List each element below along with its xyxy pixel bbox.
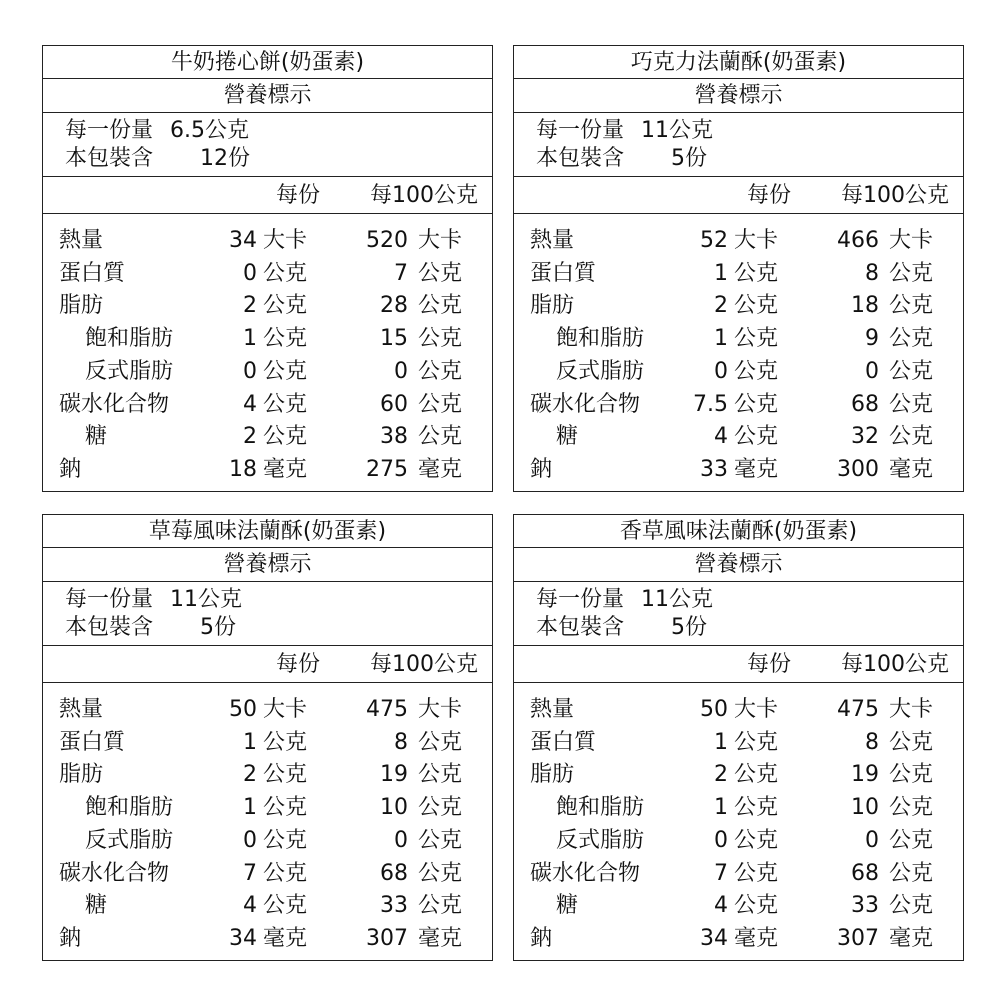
product-title: 巧克力法蘭酥(奶蛋素) [514, 46, 963, 79]
per-serving-unit: 公克 [263, 827, 308, 853]
nutrient-name: 飽和脂肪 [556, 795, 645, 821]
nutrient-row [514, 791, 963, 824]
per-serving-value: 0 [714, 358, 728, 384]
nutrient-row [43, 224, 492, 257]
per-serving-value: 1 [714, 260, 728, 286]
per-100g-unit: 公克 [418, 893, 463, 919]
per-100g-unit: 毫克 [889, 925, 934, 951]
nutrient-row [43, 857, 492, 890]
serving-size-label: 每一份量 [65, 587, 154, 612]
per-100g-value: 300 [837, 456, 879, 482]
nutrient-name: 脂肪 [530, 293, 575, 319]
package-count-line [536, 145, 707, 173]
product-title: 牛奶捲心餅(奶蛋素) [43, 46, 492, 79]
per-serving-unit: 毫克 [263, 925, 308, 951]
per-100g-value: 307 [837, 925, 879, 951]
nutrient-row [514, 857, 963, 890]
per-100g-header: 每100公克 [841, 652, 949, 677]
per-serving-unit: 公克 [734, 326, 779, 352]
per-100g-value: 275 [366, 456, 408, 482]
per-serving-unit: 公克 [263, 795, 308, 821]
nutrient-name: 反式脂肪 [85, 358, 174, 384]
per-serving-value: 34 [229, 228, 257, 253]
package-count-label: 本包裝含 [536, 146, 625, 171]
per-100g-value: 0 [865, 358, 879, 384]
nutrient-row [43, 420, 492, 453]
per-100g-value: 0 [394, 827, 408, 853]
per-100g-value: 33 [380, 893, 408, 919]
serving-info [43, 582, 492, 646]
nutrient-name: 飽和脂肪 [556, 326, 645, 352]
serving-size-value: 6.5公克 [170, 118, 249, 143]
per-100g-unit: 毫克 [418, 925, 463, 951]
per-100g-unit: 公克 [889, 827, 934, 853]
per-100g-unit: 公克 [418, 391, 463, 417]
per-100g-value: 38 [380, 424, 408, 450]
serving-size-value: 11公克 [641, 587, 713, 612]
per-serving-unit: 公克 [734, 827, 779, 853]
nutrient-row [43, 889, 492, 922]
per-100g-value: 19 [380, 762, 408, 788]
nutrient-row [43, 922, 492, 955]
nutrient-row [514, 257, 963, 290]
per-100g-value: 18 [851, 293, 879, 319]
per-100g-unit: 公克 [418, 795, 463, 821]
per-serving-value: 0 [243, 358, 257, 384]
per-serving-header: 每份 [746, 183, 791, 208]
per-100g-unit: 公克 [418, 762, 463, 788]
nutrient-row [514, 693, 963, 726]
serving-size-value: 11公克 [170, 587, 242, 612]
per-serving-unit: 公克 [734, 391, 779, 417]
nutrition-label-heading: 營養標示 [514, 548, 963, 582]
column-headers [43, 177, 492, 214]
per-serving-value: 4 [714, 893, 728, 919]
per-100g-value: 8 [865, 260, 879, 286]
per-serving-value: 4 [243, 391, 257, 417]
nutrient-name: 蛋白質 [59, 729, 126, 755]
per-100g-value: 7 [394, 260, 408, 286]
nutrient-name: 反式脂肪 [556, 358, 645, 384]
package-count-value: 12份 [200, 146, 250, 171]
per-serving-value: 50 [229, 697, 257, 722]
serving-size-label: 每一份量 [536, 587, 625, 612]
nutrition-label-heading: 營養標示 [514, 79, 963, 113]
package-count-line [65, 145, 250, 173]
per-100g-value: 32 [851, 424, 879, 450]
per-serving-unit: 公克 [263, 893, 308, 919]
per-100g-unit: 公克 [418, 729, 463, 755]
per-serving-value: 2 [243, 424, 257, 450]
serving-size-line [65, 117, 249, 145]
nutrient-name: 碳水化合物 [530, 391, 641, 417]
per-serving-value: 2 [714, 762, 728, 788]
nutrient-row [514, 388, 963, 421]
per-serving-unit: 公克 [734, 260, 779, 286]
nutrient-name: 熱量 [59, 697, 104, 722]
per-100g-unit: 毫克 [889, 456, 934, 482]
product-title: 草莓風味法蘭酥(奶蛋素) [43, 515, 492, 548]
per-serving-unit: 公克 [263, 293, 308, 319]
nutrient-name: 熱量 [530, 228, 575, 253]
per-100g-unit: 公克 [418, 358, 463, 384]
per-serving-unit: 毫克 [263, 456, 308, 482]
per-serving-unit: 公克 [734, 293, 779, 319]
per-serving-value: 0 [714, 827, 728, 853]
per-serving-unit: 大卡 [734, 228, 779, 253]
per-100g-value: 8 [865, 729, 879, 755]
product-title: 香草風味法蘭酥(奶蛋素) [514, 515, 963, 548]
per-serving-value: 33 [700, 456, 728, 482]
serving-size-label: 每一份量 [65, 118, 154, 143]
nutrient-name: 熱量 [530, 697, 575, 722]
nutrient-name: 鈉 [59, 456, 82, 482]
nutrient-name: 糖 [85, 893, 108, 919]
nutrient-name: 反式脂肪 [556, 827, 645, 853]
per-serving-value: 7 [243, 860, 257, 886]
package-count-value: 5份 [200, 615, 236, 640]
per-100g-unit: 公克 [889, 260, 934, 286]
per-100g-value: 68 [851, 860, 879, 886]
per-serving-value: 18 [229, 456, 257, 482]
per-serving-unit: 毫克 [734, 925, 779, 951]
nutrient-row [514, 289, 963, 322]
per-serving-unit: 公克 [263, 260, 308, 286]
nutrient-row [514, 322, 963, 355]
serving-size-label: 每一份量 [536, 118, 625, 143]
per-serving-unit: 公克 [734, 729, 779, 755]
per-100g-unit: 公克 [889, 860, 934, 886]
nutrient-name: 糖 [556, 893, 579, 919]
per-100g-value: 520 [366, 228, 408, 253]
per-100g-unit: 大卡 [889, 697, 934, 722]
nutrient-name: 蛋白質 [530, 729, 597, 755]
nutrient-name: 鈉 [530, 456, 553, 482]
per-100g-header: 每100公克 [841, 183, 949, 208]
nutrition-panel [513, 514, 964, 961]
per-serving-value: 1 [243, 795, 257, 821]
per-100g-unit: 大卡 [418, 697, 463, 722]
per-serving-value: 2 [714, 293, 728, 319]
per-100g-unit: 毫克 [418, 456, 463, 482]
nutrient-name: 熱量 [59, 228, 104, 253]
nutrient-row [43, 289, 492, 322]
per-100g-value: 10 [380, 795, 408, 821]
per-100g-value: 10 [851, 795, 879, 821]
per-serving-unit: 毫克 [734, 456, 779, 482]
per-100g-value: 307 [366, 925, 408, 951]
per-serving-unit: 公克 [263, 391, 308, 417]
per-100g-unit: 公克 [889, 424, 934, 450]
per-100g-unit: 公克 [418, 260, 463, 286]
per-100g-unit: 公克 [889, 762, 934, 788]
package-count-label: 本包裝含 [65, 146, 154, 171]
nutrient-row [514, 224, 963, 257]
nutrient-row [514, 824, 963, 857]
serving-size-line [536, 586, 713, 614]
nutrient-name: 糖 [85, 424, 108, 450]
per-100g-value: 60 [380, 391, 408, 417]
per-serving-value: 0 [243, 260, 257, 286]
nutrition-panel [42, 514, 493, 961]
nutrition-panel [42, 45, 493, 492]
serving-info [514, 582, 963, 646]
per-serving-value: 4 [714, 424, 728, 450]
nutrient-row [43, 355, 492, 388]
nutrient-row [514, 758, 963, 791]
per-100g-unit: 公克 [889, 358, 934, 384]
per-serving-unit: 大卡 [263, 697, 308, 722]
column-headers [514, 646, 963, 683]
package-count-label: 本包裝含 [536, 615, 625, 640]
per-100g-unit: 公克 [889, 326, 934, 352]
package-count-value: 5份 [671, 146, 707, 171]
package-count-line [536, 614, 707, 642]
per-100g-value: 9 [865, 326, 879, 352]
nutrient-row [43, 388, 492, 421]
nutrient-name: 碳水化合物 [59, 860, 170, 886]
per-100g-unit: 公克 [418, 860, 463, 886]
nutrient-name: 鈉 [530, 925, 553, 951]
per-serving-value: 34 [700, 925, 728, 951]
per-serving-unit: 公克 [734, 358, 779, 384]
nutrient-name: 飽和脂肪 [85, 795, 174, 821]
nutrient-row [43, 726, 492, 759]
per-100g-value: 28 [380, 293, 408, 319]
per-serving-unit: 大卡 [263, 228, 308, 253]
nutrient-name: 碳水化合物 [530, 860, 641, 886]
per-100g-value: 475 [837, 697, 879, 722]
per-100g-unit: 公克 [889, 729, 934, 755]
per-serving-unit: 公克 [734, 795, 779, 821]
nutrient-row [43, 453, 492, 486]
nutrient-row [514, 726, 963, 759]
per-serving-value: 1 [243, 729, 257, 755]
per-serving-value: 1 [714, 795, 728, 821]
nutrient-row [43, 257, 492, 290]
nutrition-label-heading: 營養標示 [43, 548, 492, 582]
per-serving-unit: 公克 [263, 762, 308, 788]
nutrient-name: 糖 [556, 424, 579, 450]
nutrient-row [43, 693, 492, 726]
serving-info [43, 113, 492, 177]
serving-info [514, 113, 963, 177]
nutrient-name: 脂肪 [530, 762, 575, 788]
nutrient-row [43, 322, 492, 355]
nutrient-name: 飽和脂肪 [85, 326, 174, 352]
per-serving-value: 0 [243, 827, 257, 853]
nutrient-row [43, 824, 492, 857]
per-serving-unit: 公克 [734, 893, 779, 919]
nutrient-name: 鈉 [59, 925, 82, 951]
per-100g-value: 68 [851, 391, 879, 417]
serving-size-line [65, 586, 242, 614]
per-serving-value: 50 [700, 697, 728, 722]
per-serving-unit: 公克 [734, 860, 779, 886]
serving-size-line [536, 117, 713, 145]
per-100g-unit: 公克 [889, 391, 934, 417]
per-serving-unit: 公克 [263, 326, 308, 352]
nutrient-name: 碳水化合物 [59, 391, 170, 417]
per-100g-value: 19 [851, 762, 879, 788]
per-serving-unit: 公克 [263, 860, 308, 886]
per-serving-value: 2 [243, 762, 257, 788]
per-serving-unit: 公克 [263, 358, 308, 384]
per-100g-value: 33 [851, 893, 879, 919]
nutrient-row [514, 889, 963, 922]
nutrient-row [514, 355, 963, 388]
per-100g-value: 15 [380, 326, 408, 352]
per-100g-value: 8 [394, 729, 408, 755]
column-headers [514, 177, 963, 214]
per-100g-unit: 公克 [889, 893, 934, 919]
per-serving-value: 7.5 [693, 391, 728, 417]
nutrient-name: 蛋白質 [59, 260, 126, 286]
per-100g-unit: 公克 [889, 293, 934, 319]
nutrient-row [514, 453, 963, 486]
per-100g-unit: 公克 [418, 424, 463, 450]
nutrient-row [43, 758, 492, 791]
nutrient-row [514, 420, 963, 453]
nutrient-name: 脂肪 [59, 762, 104, 788]
per-serving-value: 52 [700, 228, 728, 253]
per-serving-header: 每份 [746, 652, 791, 677]
per-serving-header: 每份 [275, 183, 320, 208]
per-100g-value: 466 [837, 228, 879, 253]
per-100g-header: 每100公克 [370, 183, 478, 208]
per-serving-unit: 公克 [734, 424, 779, 450]
per-100g-header: 每100公克 [370, 652, 478, 677]
per-serving-header: 每份 [275, 652, 320, 677]
per-serving-value: 7 [714, 860, 728, 886]
nutrient-name: 反式脂肪 [85, 827, 174, 853]
per-serving-unit: 公克 [263, 424, 308, 450]
per-100g-unit: 公克 [418, 827, 463, 853]
per-100g-value: 0 [865, 827, 879, 853]
serving-size-value: 11公克 [641, 118, 713, 143]
per-serving-unit: 公克 [263, 729, 308, 755]
per-100g-value: 475 [366, 697, 408, 722]
package-count-label: 本包裝含 [65, 615, 154, 640]
per-serving-unit: 公克 [734, 762, 779, 788]
per-serving-value: 2 [243, 293, 257, 319]
per-100g-value: 0 [394, 358, 408, 384]
nutrient-row [43, 791, 492, 824]
per-100g-unit: 公克 [889, 795, 934, 821]
per-100g-unit: 公克 [418, 326, 463, 352]
nutrient-row [514, 922, 963, 955]
nutrient-name: 脂肪 [59, 293, 104, 319]
nutrient-name: 蛋白質 [530, 260, 597, 286]
per-serving-value: 1 [714, 729, 728, 755]
nutrition-panel [513, 45, 964, 492]
per-serving-unit: 大卡 [734, 697, 779, 722]
per-100g-unit: 大卡 [889, 228, 934, 253]
per-100g-unit: 公克 [418, 293, 463, 319]
per-serving-value: 34 [229, 925, 257, 951]
column-headers [43, 646, 492, 683]
nutrition-label-heading: 營養標示 [43, 79, 492, 113]
package-count-line [65, 614, 236, 642]
per-100g-value: 68 [380, 860, 408, 886]
per-serving-value: 4 [243, 893, 257, 919]
per-100g-unit: 大卡 [418, 228, 463, 253]
per-serving-value: 1 [714, 326, 728, 352]
per-serving-value: 1 [243, 326, 257, 352]
package-count-value: 5份 [671, 615, 707, 640]
